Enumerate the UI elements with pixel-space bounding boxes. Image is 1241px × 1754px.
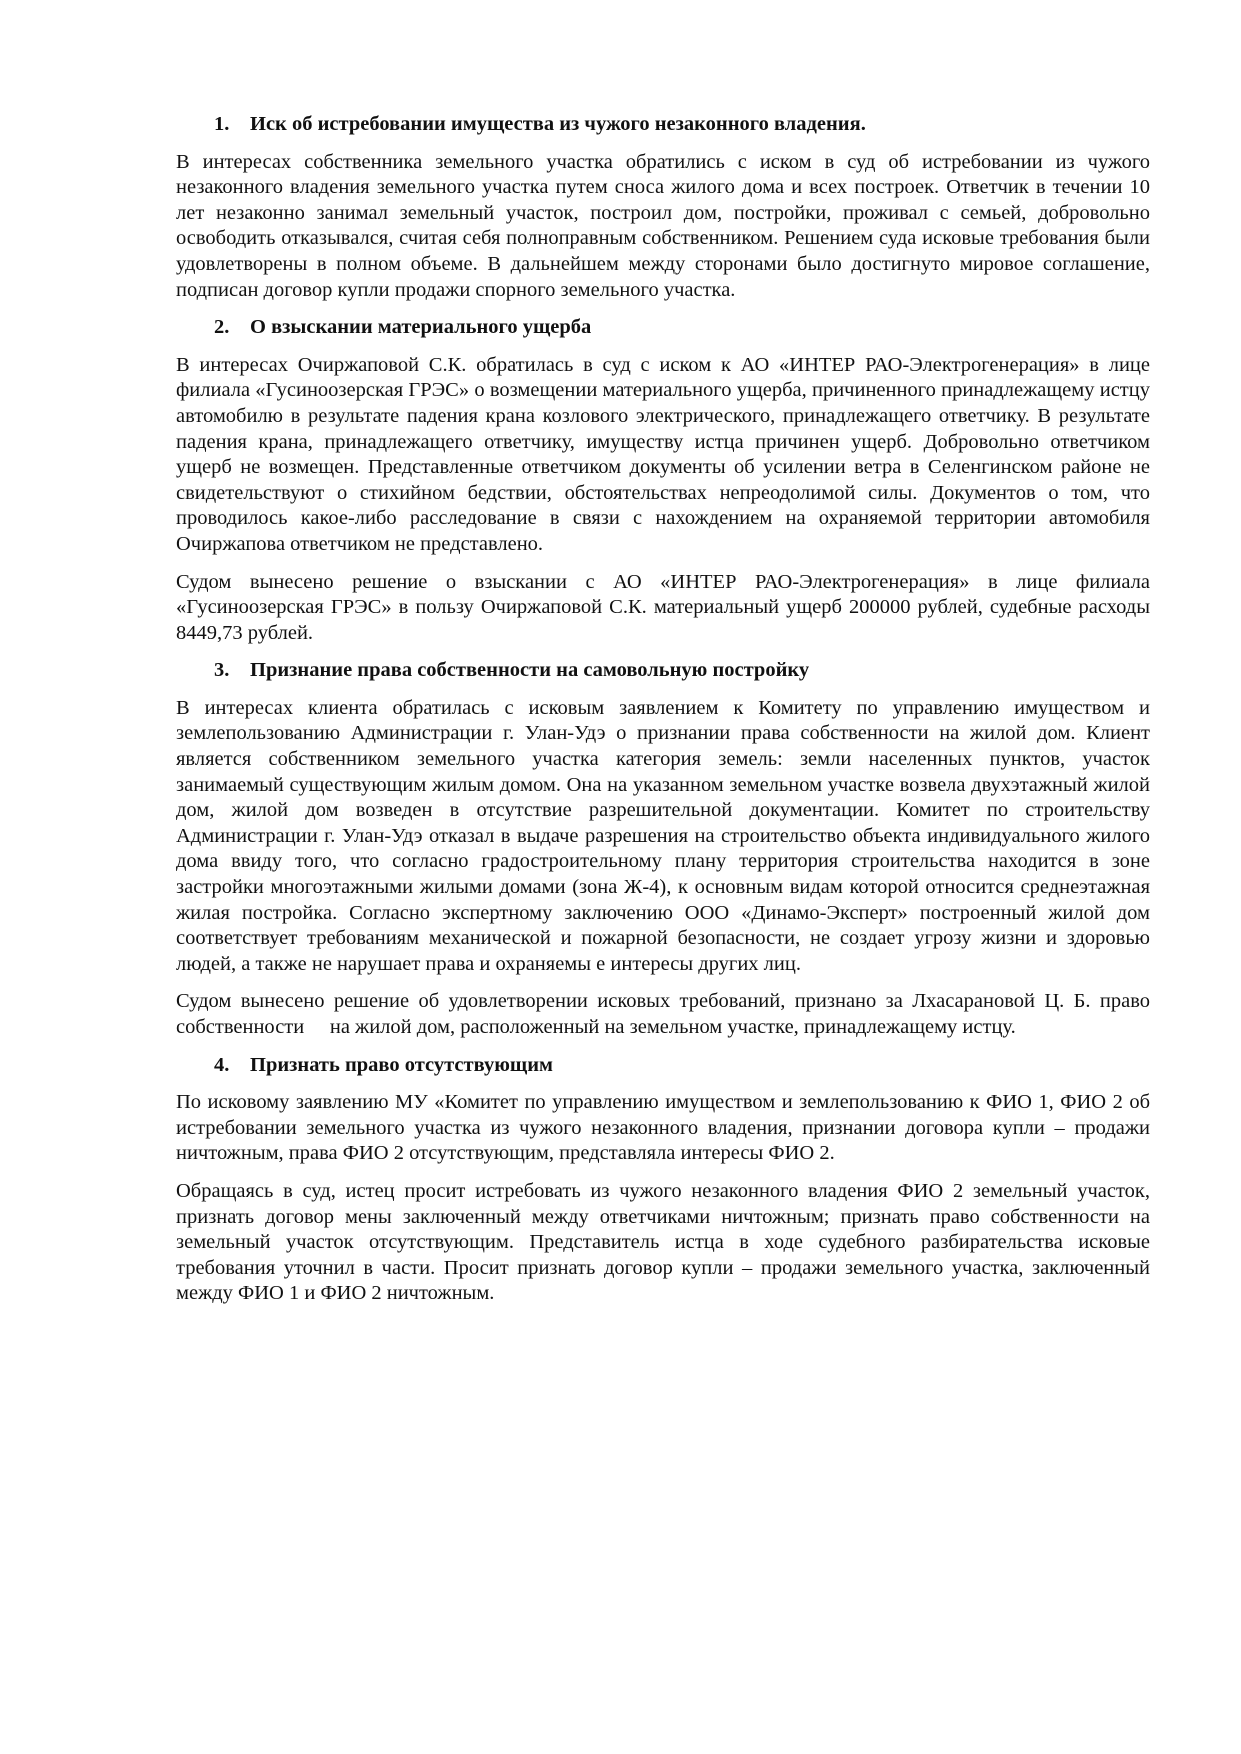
paragraph: В интересах клиента обратилась с исковым заявлением к Комитету по управлению имуществом и землепользованию Администрации г. Улан-Удэ о признании права собственности на жилой дом. Клиент является собственником земельного участка категория земель: земли населенных пунктов, участок занимаемый существующим жилым домом. Она на указанном земельном участке возвела двухэтажный жилой дом, жилой дом возведен в отсутствие разрешительной документации. Комитет по строительству Администрации г. Улан-Удэ отказал в выдаче разрешения на строительство объекта индивидуального жилого дома ввиду того, что согласно градостроительному плану территория строительства находится в зоне застройки многоэтажными жилыми домами (зона Ж-4), к основным видам которой относится среднеэтажная жилая постройка. Согласно экспертному заключению ООО «Динамо-Эксперт» построенный жилой дом соответствует требованиям механической и пожарной безопасности, не создает угрозу жизни и здоровью людей, а также не нарушает права и охраняемы е интересы других лиц. bbox=[176, 696, 1150, 975]
section-number: 1. bbox=[214, 113, 230, 135]
paragraph: В интересах собственника земельного участка обратились с иском в суд об истребовании из чужого незаконного владения земельного участка путем сноса жилого дома и всех построек. Ответчик в течении 10 лет незаконно занимал земельный участок, построил дом, постройки, проживал с семьей, добровольно освободить отказывался, считая себя полноправным собственником. Решением суда исковые требования были удовлетворены в полном объеме. В дальнейшем между сторонами было достигнуто мировое соглашение, подписан договор купли продажи спорного земельного участка. bbox=[176, 150, 1150, 301]
section-heading bbox=[176, 315, 1150, 341]
paragraph: В интересах Очиржаповой С.К. обратилась в суд с иском к АО «ИНТЕР РАО-Электрогенерация» в лице филиала «Гусиноозерская ГРЭС» о возмещении материального ущерба, причиненного принадлежащему истцу автомобилю в результате падения крана козлового электрического, принадлежащего ответчику. В результате падения крана, принадлежащего ответчику, имуществу истца причинен ущерб. Добровольно ответчиком ущерб не возмещен. Представленные ответчиком документы об усилении ветра в Селенгинском районе не свидетельствуют о стихийном бедствии, обстоятельствах непреодолимой силы. Документов о том, что проводилось какое-либо расследование в связи с нахождением на охраняемой территории автомобиля Очиржапова ответчиком не представлено. bbox=[176, 353, 1150, 555]
section-3 bbox=[176, 658, 1156, 1040]
section-title: О взыскании материального ущерба bbox=[250, 316, 592, 339]
section-title: Признать право отсутствующим bbox=[250, 1053, 553, 1076]
paragraph: Обращаясь в суд, истец просит истребовать из чужого незаконного владения ФИО 2 земельный участок, признать договор мены заключенный между ответчиками ничтожным; признать право собственности на земельный участок отсутствующим. Представитель истца в ходе судебного разбирательства исковые требования уточнил в части. Просит признать договор купли – продажи земельного участка, заключенный между ФИО 1 и ФИО 2 ничтожным. bbox=[176, 1179, 1150, 1305]
section-1 bbox=[176, 112, 1150, 303]
section-title: Признание права собственности на самовольную постройку bbox=[250, 659, 810, 682]
section-number: 3. bbox=[214, 659, 230, 682]
section-heading bbox=[176, 112, 1150, 138]
section-2 bbox=[176, 315, 1150, 646]
document-page bbox=[176, 112, 1156, 1319]
section-number: 2. bbox=[214, 316, 230, 339]
paragraph: По исковому заявлению МУ «Комитет по управлению имуществом и землепользованию к ФИО 1, ФИО 2 об истребовании земельного участка из чужого незаконного владения, признании договора купли – продажи ничтожным, права ФИО 2 отсутствующим, представляла интересы ФИО 2. bbox=[176, 1091, 1150, 1165]
paragraph: Судом вынесено решение об удовлетворении исковых требований, признано за Лхасарановой Ц. Б. право собственности на жилой дом, расположенный на земельном участке, принадлежащему истцу. bbox=[176, 990, 1156, 1038]
paragraph: Судом вынесено решение о взыскании с АО «ИНТЕР РАО-Электрогенерация» в лице филиала «Гусиноозерская ГРЭС» в пользу Очиржаповой С.К. материальный ущерб 200000 рублей, судебные расходы 8449,73 рублей. bbox=[176, 570, 1150, 644]
section-number: 4. bbox=[214, 1053, 230, 1076]
section-heading bbox=[176, 658, 1150, 684]
section-4 bbox=[176, 1053, 1150, 1307]
section-title: Иск об истребовании имущества из чужого незаконного владения. bbox=[250, 113, 866, 135]
section-heading bbox=[176, 1053, 1150, 1079]
